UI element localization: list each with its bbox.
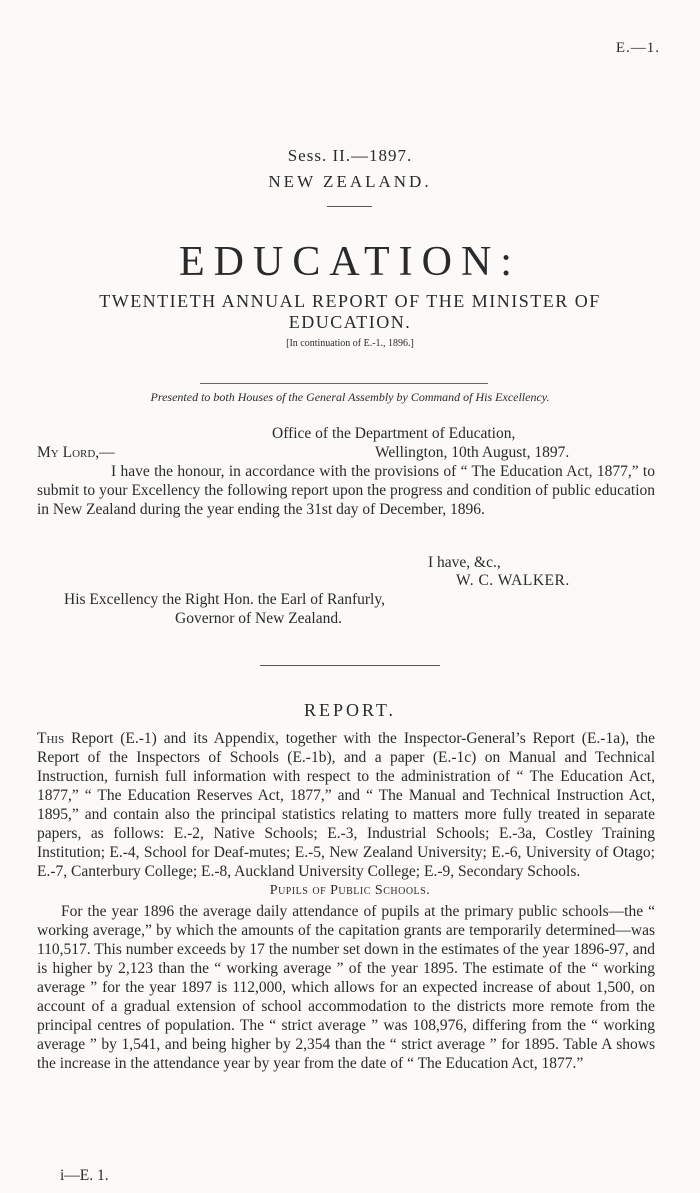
section-divider [260,665,440,666]
letter-body: I have the honour, in accordance with the provisions of “ The Education Act, 1877,” to submit to your Excellency the following report upon the progress and condition of public education in New Zealand during the year ending the 31st day of December, 1896. [37,463,655,518]
letter-signature: W. C. WALKER. [456,572,570,589]
letter-place-date: Wellington, 10th August, 1897. [375,444,570,461]
letter-addressee-line1: His Excellency the Right Hon. the Earl of Ranfurly, [64,591,385,608]
letter-closing: I have, &c., [428,554,501,571]
presented-rule [200,383,488,384]
document-reference: E.—1. [615,40,660,56]
country-line: NEW ZEALAND. [268,172,432,191]
document-title: EDUCATION: [179,239,521,285]
presented-line: Presented to both Houses of the General Assembly by Command of His Excellency. [150,390,550,404]
signature-mark: i—E. 1. [60,1167,109,1184]
report-paragraph-1 [37,729,655,881]
report-heading: REPORT. [303,700,397,720]
letter-office: Office of the Department of Education, [272,425,516,442]
short-divider [327,206,372,207]
document-subtitle-line2: EDUCATION. [288,312,412,332]
pupils-heading: Pupils of Public Schools. [269,883,431,898]
report-paragraph-1-lead: This [37,730,65,747]
letter-addressee-line2: Governor of New Zealand. [175,610,342,627]
report-paragraph-1-text: Report (E.-1) and its Appendix, together with the Inspector-General’s Report (E.-1a), the Report of the Inspectors of Schools (E.-1b), and a paper (E.-1c) on Manual and Technical Instruction, furnish full information with respect to the administration of “ The Education Act, 1877,” “ The Education Reserves Act, 1877,” and “ The Manual and Technical Instruction Act, 1895,” and contain also the principal statistics relating to matters more fully treated in separate papers, as follows: E.-2, Native Schools; E.-3, Industrial Schools; E.-3a, Costley Training Institution; E.-4, School for Deaf-mutes; E.-5, New Zealand University; E.-6, University of Otago; E.-7, Canterbury College; E.-8, Auckland University College; E.-9, Secondary Schools. [37,730,655,880]
letter-salutation: My Lord,— [37,444,115,461]
continuation-note: [In continuation of E.-1., 1896.] [286,338,414,349]
report-paragraph-2: For the year 1896 the average daily attendance of pupils at the primary public schools—the “ working average,” by which the amounts of the capitation grants are temporarily determined—was 110,517. This number exceeds by 17 the number set down in the estimates of the year 1896-97, and is higher by 2,123 than the “ working average ” of the year 1895. The estimate of the “ working average ” for the year 1897 is 112,000, which allows for an expected increase of about 1,500, on account of a gradual extension of school accommodation to the districts more remote from the principal centres of population. The “ strict average ” was 108,976, differing from the “ working average ” by 1,541, and being higher by 2,354 than the “ strict average ” for 1895. Table A shows the increase in the attendance year by year from the date of “ The Education Act, 1877.” [37,903,655,1072]
document-subtitle-line1: TWENTIETH ANNUAL REPORT OF THE MINISTER OF [99,291,601,311]
session-line: Sess. II.—1897. [287,146,413,165]
